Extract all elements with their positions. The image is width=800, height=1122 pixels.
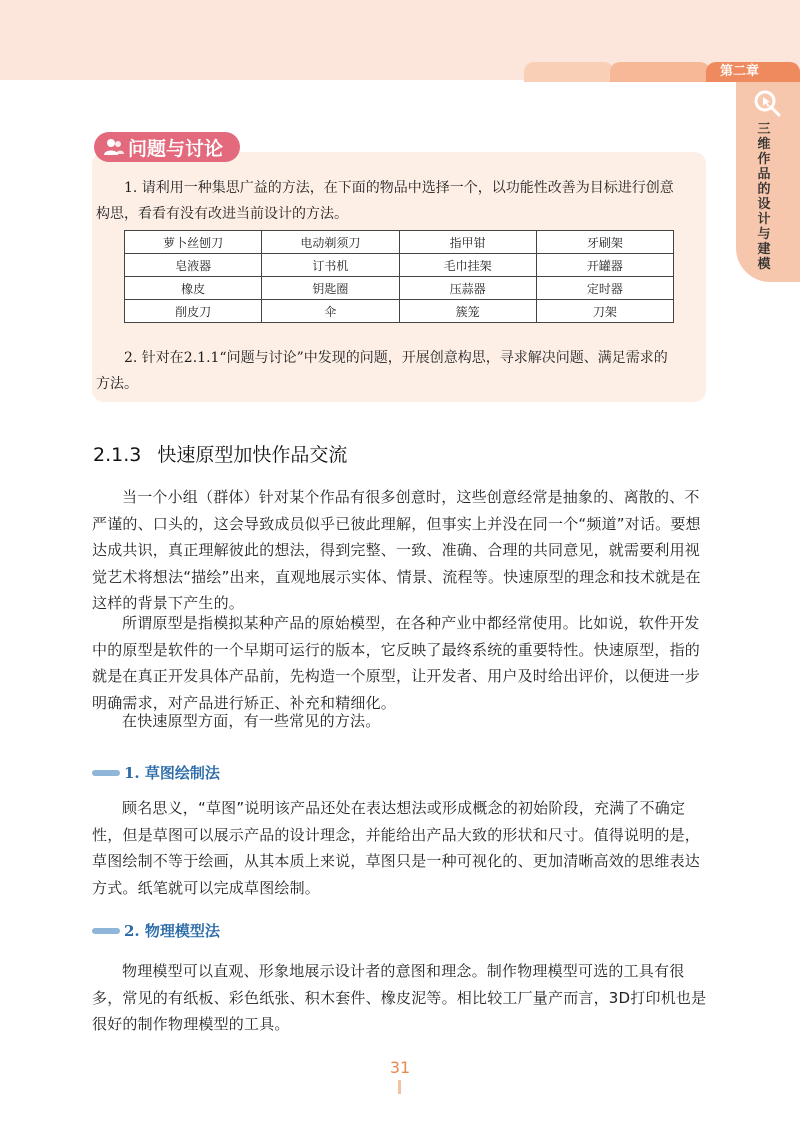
table-cell: 簇笼: [399, 300, 536, 323]
paragraph-2: 所谓原型是指模拟某种产品的原始模型，在各种产业中都经常使用。比如说，软件开发中的原型是软件的一个早期可运行的版本，它反映了最终系统的重要特性。快速原型，指的就是在真正开发具体产品前，先构造一个原型，让开发者、用户及时给出评价，以便进一步明确需求，对产品进行矫正、补充和精细化。: [92, 614, 701, 712]
table-cell: 电动剃须刀: [262, 231, 399, 254]
subheading-physical-model: [92, 920, 220, 941]
question-1: 1. 请利用一种集思广益的方法，在下面的物品中选择一个，以功能性改善为目标进行创意构思，看看有没有改进当前设计的方法。: [96, 180, 674, 222]
paragraph-4: 顾名思义，“草图”说明该产品还处在表达想法或形成概念的初始阶段，充满了不确定性，但是草图可以展示产品的设计理念，并能给出产品大致的形状和尺寸。值得说明的是，草图绘制不等于绘画，从其本质上来说，草图只是一种可视化的、更加清晰高效的思维表达方式。纸笔就可以完成草图绘制。: [92, 799, 701, 897]
chapter-label: 第二章: [706, 62, 800, 82]
table-row: [125, 300, 674, 323]
table-cell: 皂液器: [125, 254, 262, 277]
table-cell: 削皮刀: [125, 300, 262, 323]
people-icon: [103, 136, 125, 158]
section-number: 2.1.3: [93, 444, 142, 466]
table-cell: 订书机: [262, 254, 399, 277]
subheading-sketch: [92, 762, 220, 783]
table-cell: 萝卜丝刨刀: [125, 231, 262, 254]
chapter-tab-2: [610, 62, 710, 82]
section-heading: [93, 440, 347, 467]
items-table: [124, 230, 674, 323]
subheading-physical-model-text: 2. 物理模型法: [124, 922, 220, 940]
subheading-bar: [92, 928, 120, 934]
table-cell: 定时器: [536, 277, 673, 300]
table-row: [125, 231, 674, 254]
subheading-sketch-text: 1. 草图绘制法: [124, 764, 220, 782]
discussion-title: 问题与讨论: [128, 137, 224, 160]
table-cell: 压蒜器: [399, 277, 536, 300]
table-cell: 毛巾挂架: [399, 254, 536, 277]
page-number: 31: [389, 1058, 411, 1077]
magnifier-cursor-icon: [752, 88, 782, 118]
table-cell: 伞: [262, 300, 399, 323]
table-cell: 刀架: [536, 300, 673, 323]
table-row: [125, 277, 674, 300]
table-cell: 牙刷架: [536, 231, 673, 254]
paragraph-5: 物理模型可以直观、形象地展示设计者的意图和理念。制作物理模型可选的工具有很多，常见的有纸板、彩色纸张、积木套件、橡皮泥等。相比较工厂量产而言，3D打印机也是很好的制作物理模型的工具。: [92, 962, 707, 1033]
table-cell: 钥匙圈: [262, 277, 399, 300]
side-chapter-title: 三维作品的设计与建模: [757, 122, 771, 272]
chapter-tab-1: [524, 62, 614, 82]
page-number-tick: [398, 1080, 401, 1094]
section-title: 快速原型加快作品交流: [157, 444, 348, 466]
table-cell: 橡皮: [125, 277, 262, 300]
subheading-bar: [92, 770, 120, 776]
table-cell: 指甲钳: [399, 231, 536, 254]
paragraph-1: 当一个小组（群体）针对某个作品有很多创意时，这些创意经常是抽象的、离散的、不严谨的、口头的，这会导致成员似乎已彼此理解，但事实上并没在同一个“频道”对话。要想达成共识，真正理解彼此的想法，得到完整、一致、准确、合理的共同意见，就需要利用视觉艺术将想法“描绘”出来，直观地展示实体、情景、流程等。快速原型的理念和技术就是在这样的背景下产生的。: [92, 488, 701, 612]
paragraph-3: 在快速原型方面，有一些常见的方法。: [122, 712, 381, 730]
chapter-tabs: [524, 62, 800, 82]
table-row: [125, 254, 674, 277]
question-2: 2. 针对在2.1.1“问题与讨论”中发现的问题，开展创意构思，寻求解决问题、满足需求的方法。: [96, 350, 668, 392]
discussion-header: [94, 132, 240, 162]
table-cell: 开罐器: [536, 254, 673, 277]
